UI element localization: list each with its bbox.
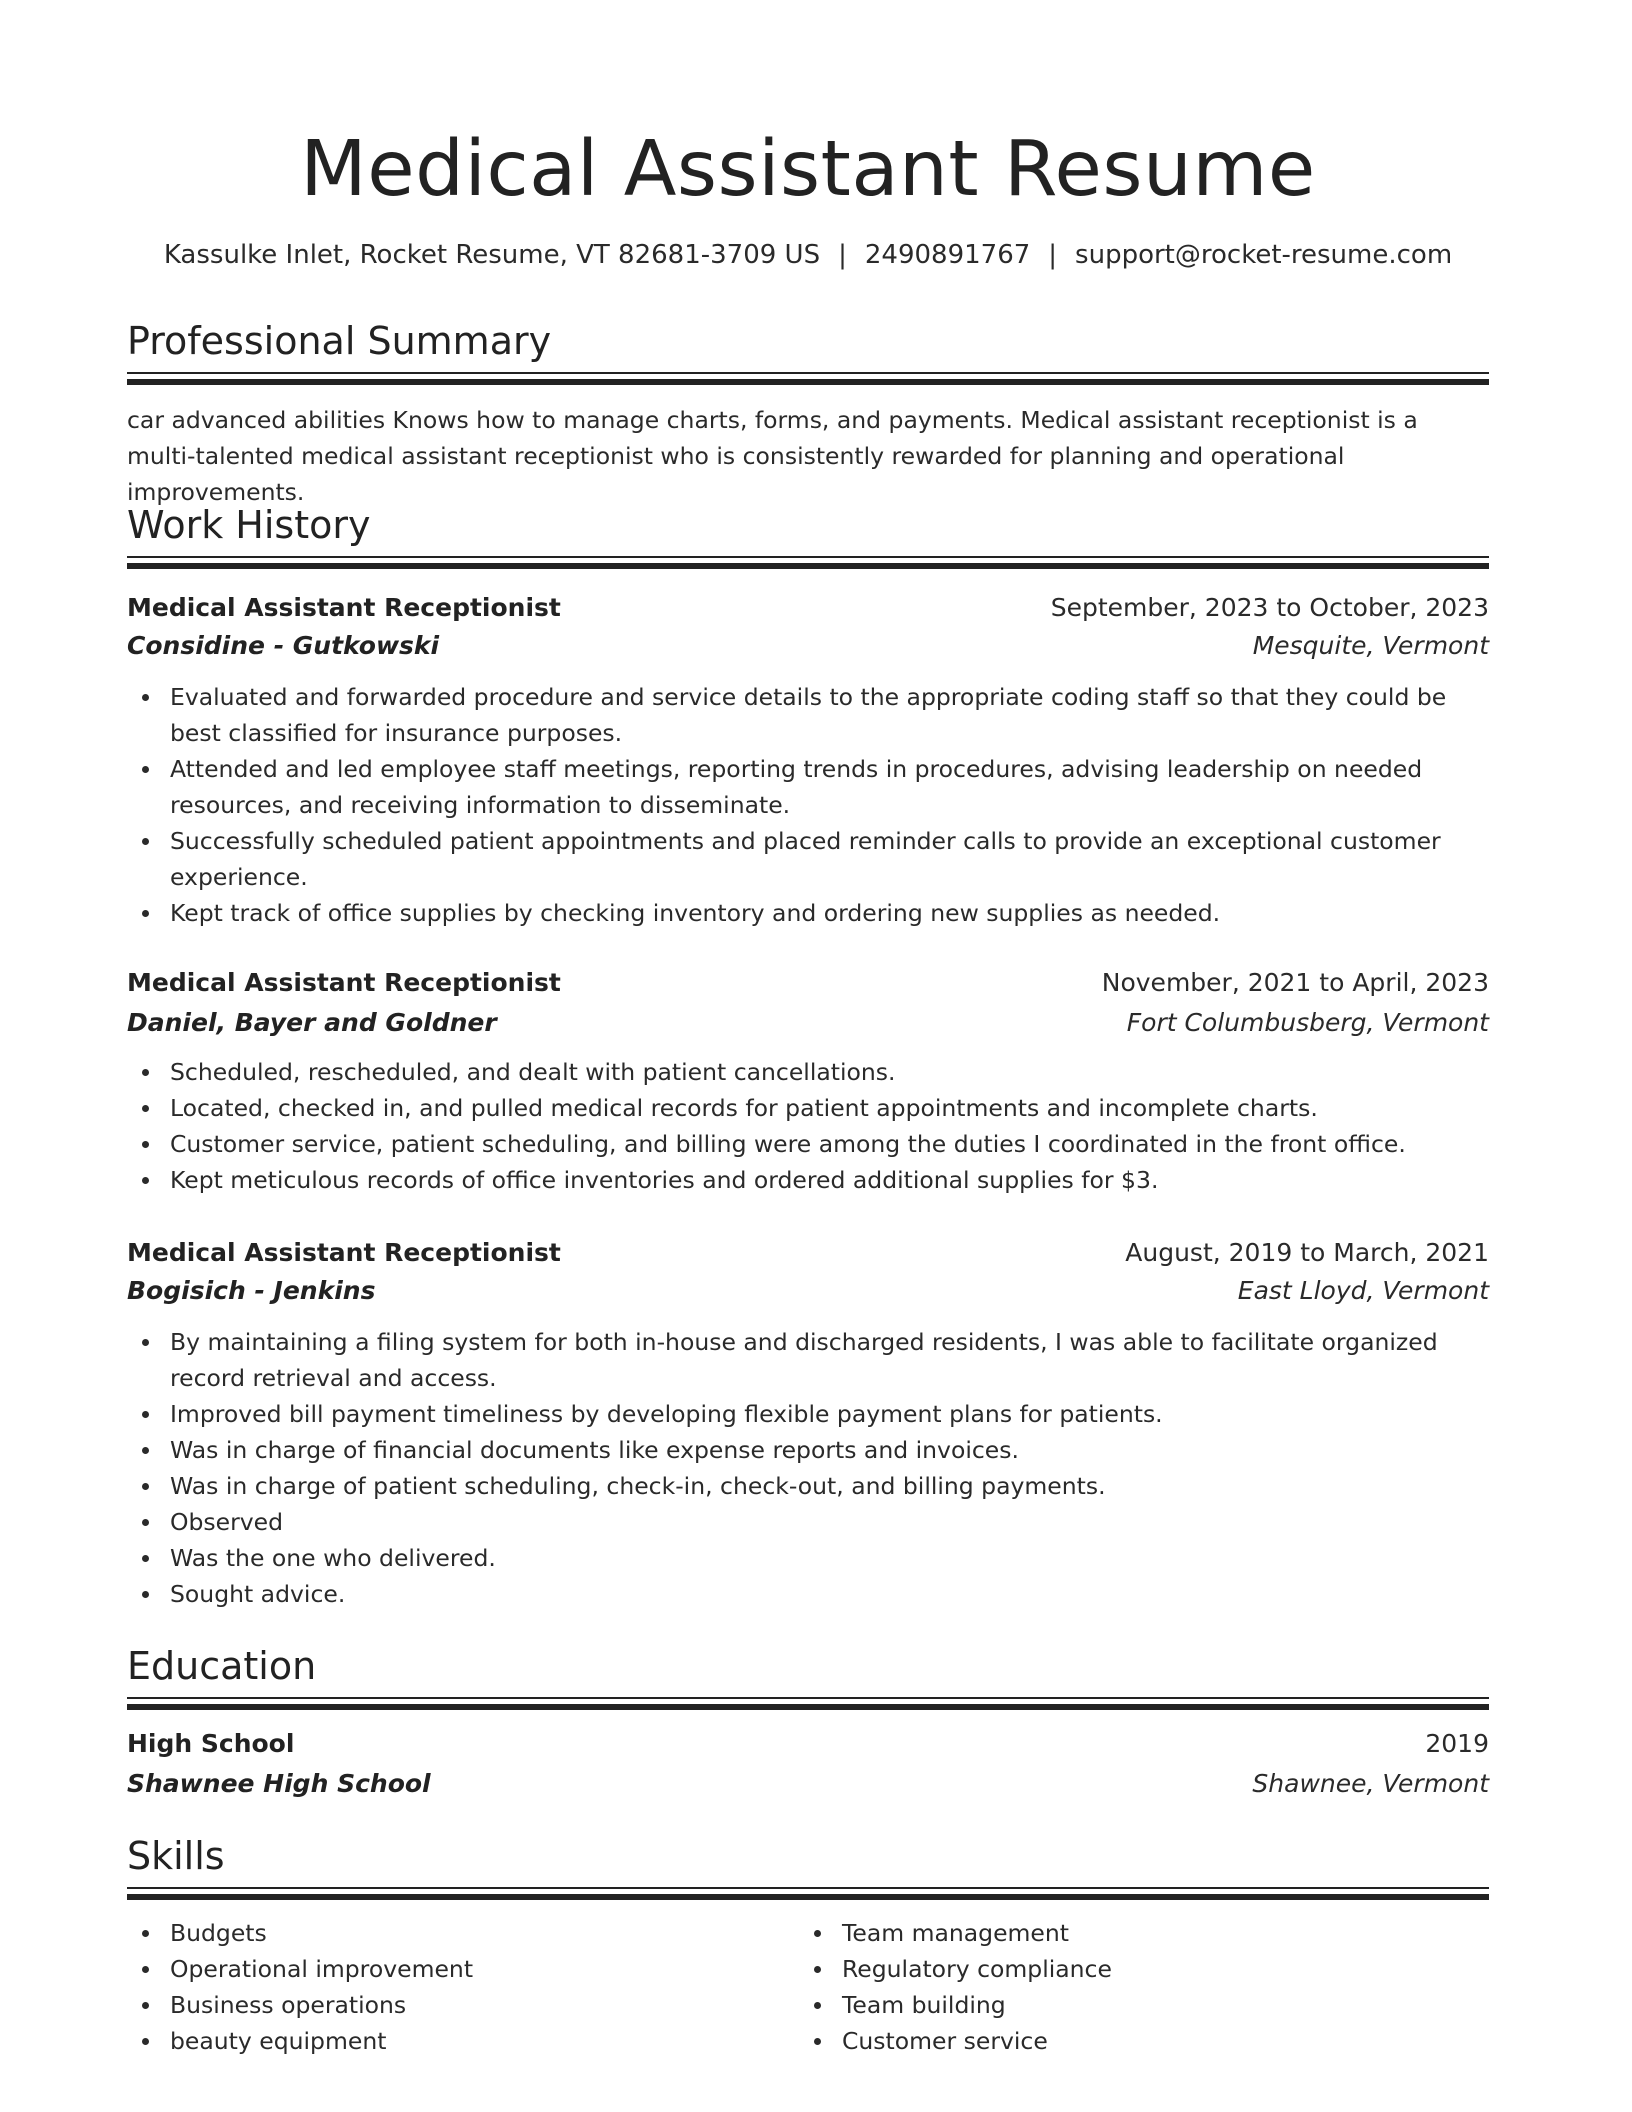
list-item: Kept track of office supplies by checking inventory and ordering new supplies as needed. (127, 895, 1489, 931)
section-divider (127, 556, 1489, 570)
summary-text: car advanced abilities Knows how to manage charts, forms, and payments. Medical assistant receptionist is a multi-talented medical assistant receptionist who is consistently rewarded for planning and operational improvements. (127, 406, 1418, 506)
skills-columns (127, 1915, 1489, 2065)
job-title: Medical Assistant Receptionist (127, 1238, 561, 1267)
job-title: Medical Assistant Receptionist (127, 593, 561, 622)
skill-item: Operational improvement (127, 1951, 787, 1987)
summary-section (127, 316, 1489, 510)
contact-separator: | (838, 240, 847, 270)
job-title: Medical Assistant Receptionist (127, 968, 561, 997)
list-item: Located, checked in, and pulled medical records for patient appointments and incomplete charts. (127, 1090, 1489, 1126)
skills-list-right (799, 1915, 1459, 2059)
section-divider (127, 1697, 1489, 1711)
list-item: Was in charge of patient scheduling, check-in, check-out, and billing payments. (127, 1468, 1489, 1504)
work-history-section (127, 500, 1489, 570)
list-item: Kept meticulous records of office inventories and ordered additional supplies for $3. (127, 1162, 1489, 1198)
skills-section (127, 1831, 1489, 2065)
job-bullets (127, 1054, 1489, 1198)
list-item: Improved bill payment timeliness by developing flexible payment plans for patients. (127, 1396, 1489, 1432)
list-item: By maintaining a filing system for both in-house and discharged residents, I was able to facilitate organized record retrieval and access. (127, 1324, 1489, 1396)
skill-item: Customer service (799, 2023, 1459, 2059)
list-item: Scheduled, rescheduled, and dealt with patient cancellations. (127, 1054, 1489, 1090)
job-dates: November, 2021 to April, 2023 (1101, 968, 1489, 997)
education-degree: High School (127, 1729, 295, 1758)
job-location: East Lloyd, Vermont (1237, 1276, 1489, 1305)
job-bullets (127, 1324, 1489, 1612)
job-entry (127, 1234, 1489, 1612)
contact-address: Kassulke Inlet, Rocket Resume, VT 82681-3709 US (163, 240, 821, 270)
skill-item: Regulatory compliance (799, 1951, 1459, 1987)
job-bullets (127, 679, 1489, 931)
list-item: Evaluated and forwarded procedure and service details to the appropriate coding staff so that they could be best classified for insurance purposes. (127, 679, 1489, 751)
education-location: Shawnee, Vermont (1252, 1769, 1489, 1798)
skill-item: Team management (799, 1915, 1459, 1951)
contact-line (127, 237, 1489, 273)
contact-email: support@rocket-resume.com (1075, 240, 1453, 270)
job-dates: September, 2023 to October, 2023 (1050, 593, 1489, 622)
education-section (127, 1641, 1489, 1803)
education-school: Shawnee High School (127, 1769, 431, 1798)
skill-item: Budgets (127, 1915, 787, 1951)
list-item: Was the one who delivered. (127, 1540, 1489, 1576)
skill-item: beauty equipment (127, 2023, 787, 2059)
education-heading: Education (127, 1644, 317, 1688)
section-divider (127, 372, 1489, 386)
section-divider (127, 1887, 1489, 1901)
skill-item: Business operations (127, 1987, 787, 2023)
list-item: Attended and led employee staff meetings, reporting trends in procedures, advising leadership on needed resources, and receiving information to disseminate. (127, 751, 1489, 823)
contact-separator: | (1048, 240, 1058, 270)
job-dates: August, 2019 to March, 2021 (1125, 1238, 1489, 1267)
list-item: Sought advice. (127, 1576, 1489, 1612)
list-item: Was in charge of financial documents like expense reports and invoices. (127, 1432, 1489, 1468)
skills-list-left (127, 1915, 787, 2059)
list-item: Customer service, patient scheduling, and billing were among the duties I coordinated in the front office. (127, 1126, 1489, 1162)
education-year: 2019 (1425, 1729, 1489, 1758)
job-company: Daniel, Bayer and Goldner (127, 1008, 497, 1037)
work-history-heading: Work History (127, 503, 371, 547)
list-item: Observed (127, 1504, 1489, 1540)
job-entry (127, 964, 1489, 1198)
job-company: Bogisich - Jenkins (127, 1276, 376, 1305)
job-entry (127, 589, 1489, 931)
skill-item: Team building (799, 1987, 1459, 2023)
contact-phone: 2490891767 (864, 240, 1031, 270)
resume-title: Medical Assistant Resume (300, 125, 1316, 214)
job-location: Mesquite, Vermont (1252, 631, 1489, 660)
job-company: Considine - Gutkowski (127, 631, 440, 660)
list-item: Successfully scheduled patient appointments and placed reminder calls to provide an exceptional customer experience. (127, 823, 1489, 895)
skills-heading: Skills (127, 1834, 225, 1878)
summary-heading: Professional Summary (127, 319, 552, 363)
job-location: Fort Columbusberg, Vermont (1126, 1008, 1489, 1037)
